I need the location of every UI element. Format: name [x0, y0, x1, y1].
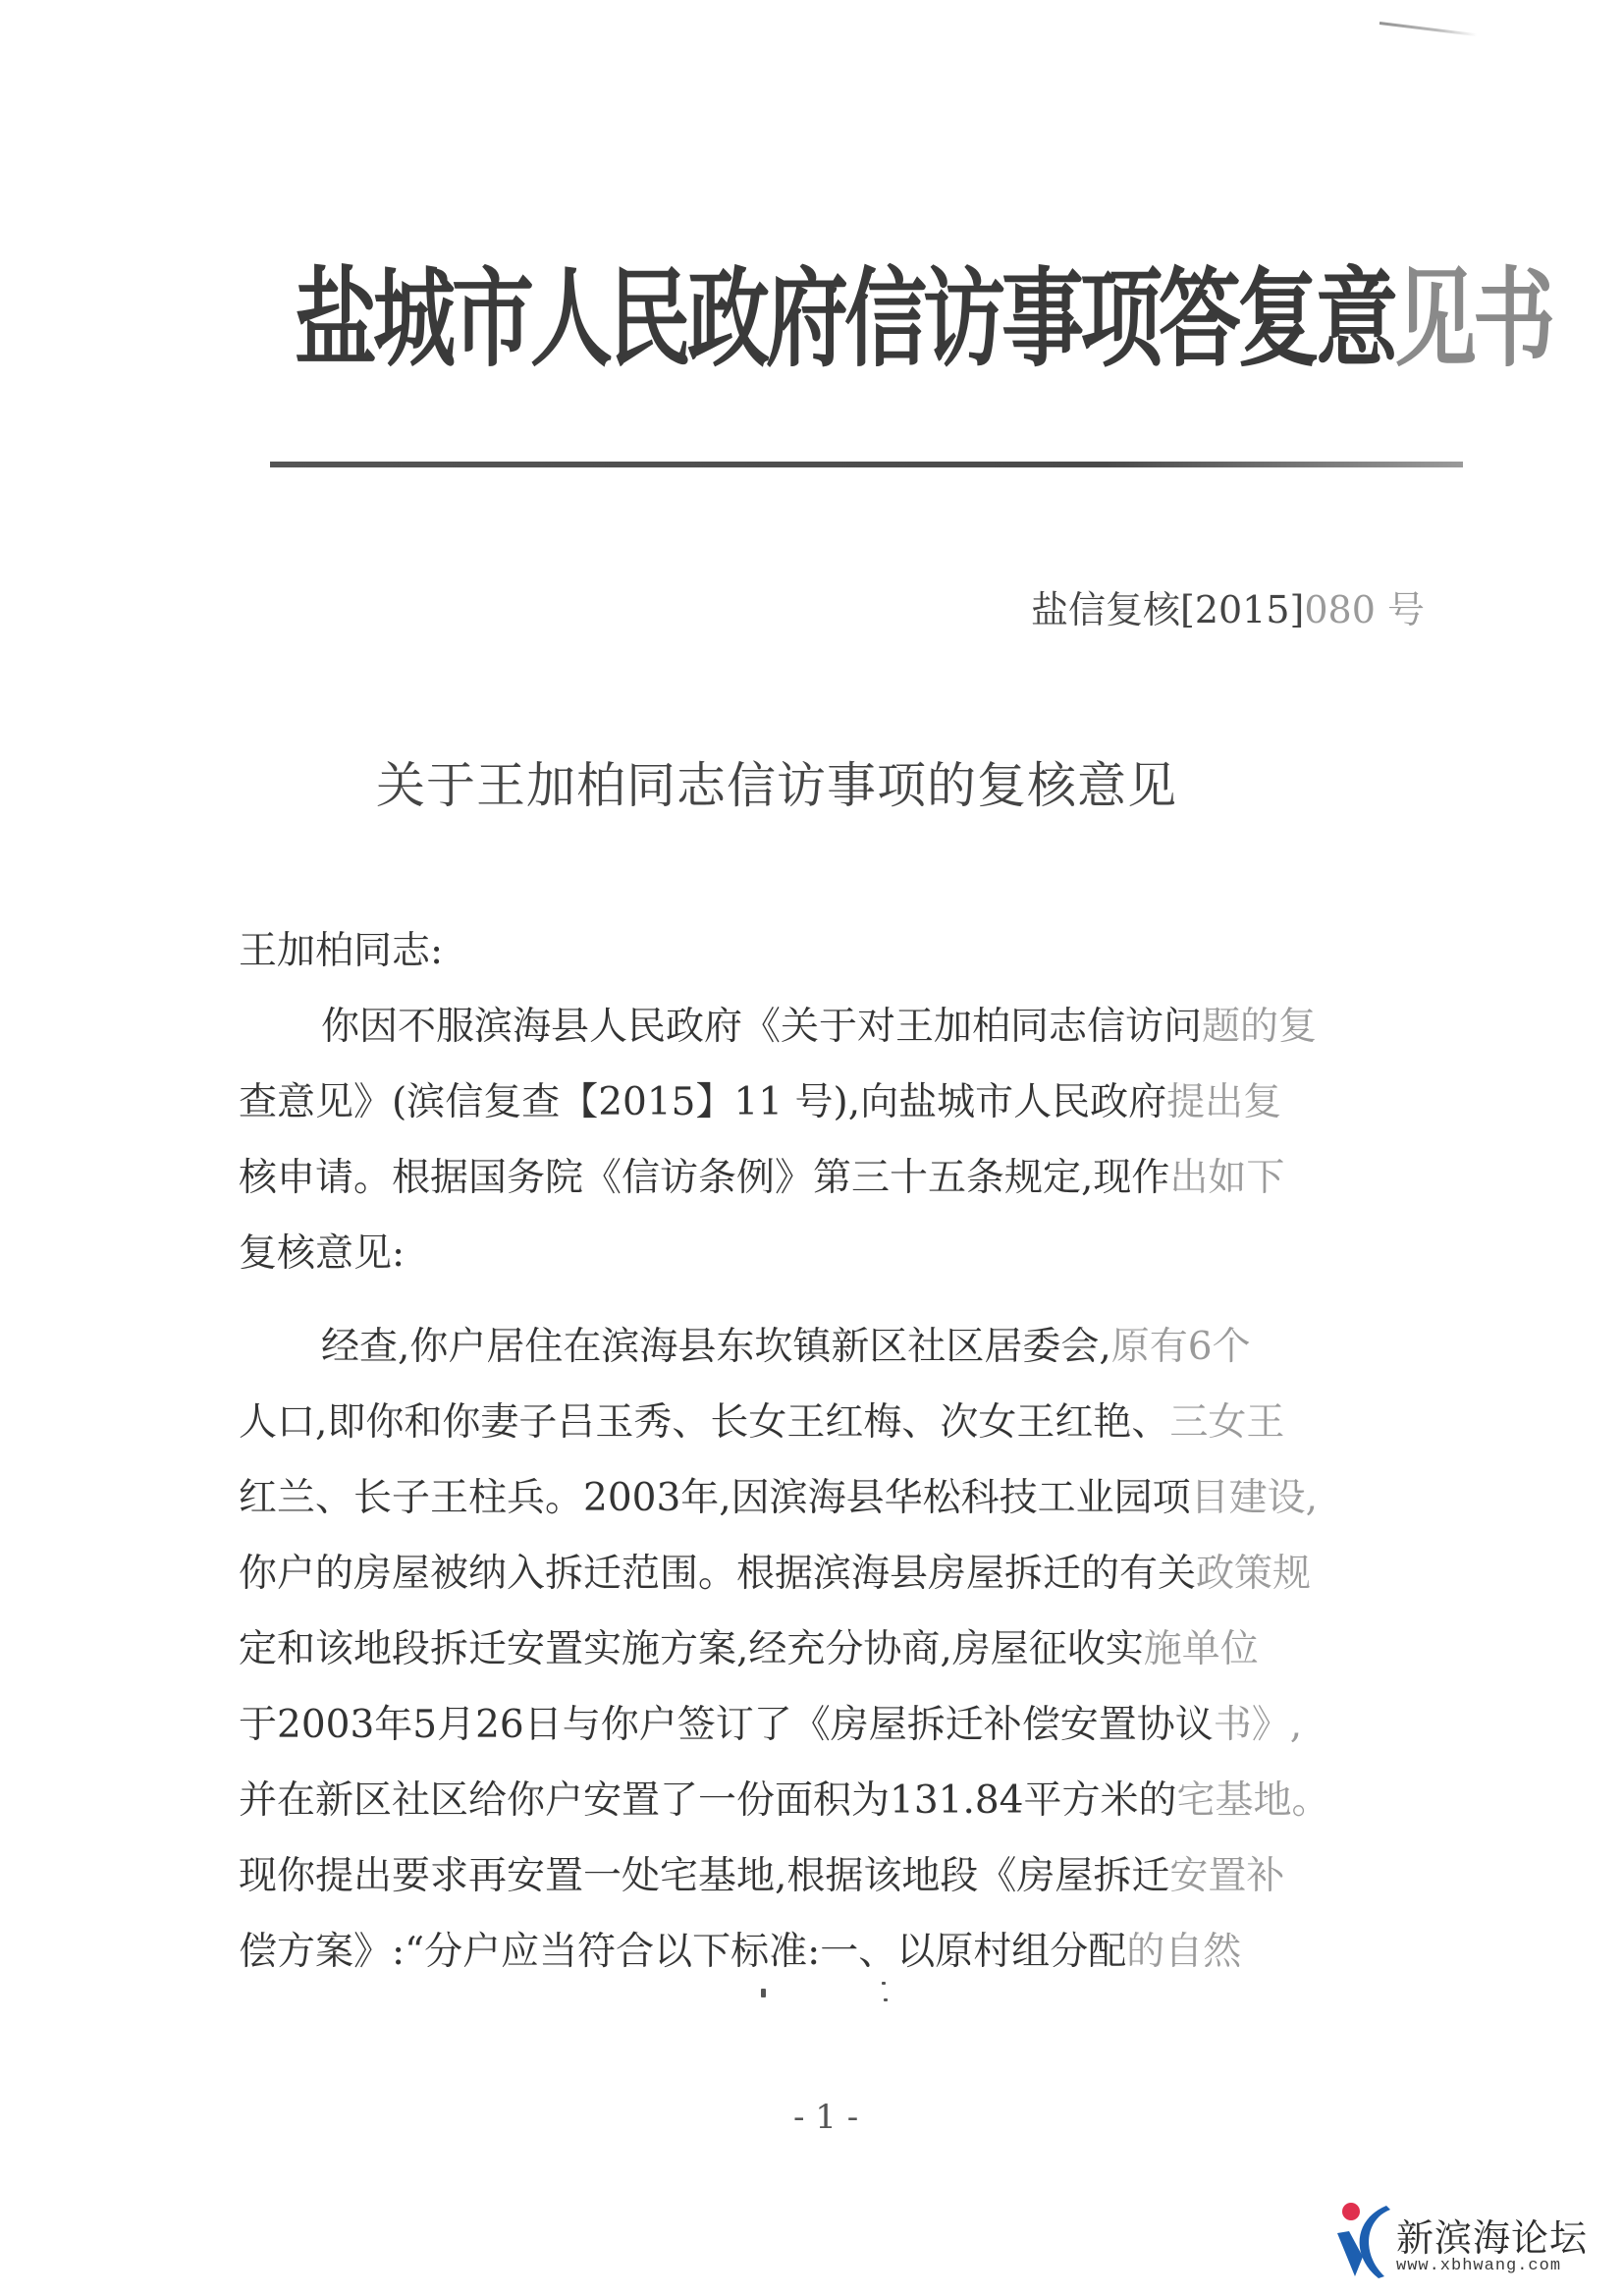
line-text-faded: 原有6个 — [1110, 1325, 1251, 1369]
line-text-faded: 出如下 — [1169, 1156, 1285, 1200]
header-divider-rule — [270, 462, 1463, 467]
site-logo-icon — [1335, 2200, 1394, 2278]
doc-number-faded: 080 号 — [1304, 588, 1425, 631]
line-text: 偿方案》:“分户应当符合以下标准:一、以原村组分配 — [239, 1930, 1127, 1974]
line-text: 查意见》(滨信复查【2015】11 号),向盐城市人民政府 — [239, 1080, 1167, 1124]
line-text-faded: 题的复 — [1202, 1005, 1318, 1049]
line-text-faded: 书》, — [1213, 1703, 1303, 1747]
header-title-faded: 见书 — [1394, 254, 1552, 382]
watermark-site-name: 新滨海论坛 — [1396, 2216, 1589, 2260]
line-text-faded: 政策规 — [1196, 1552, 1312, 1596]
line-text: 核申请。根据国务院《信访条例》第三十五条规定,现作 — [239, 1156, 1170, 1200]
line-text-faded: 安置补 — [1169, 1854, 1285, 1898]
site-watermark[interactable] — [1335, 2200, 1620, 2288]
body-line — [239, 1216, 1456, 1291]
body-line — [239, 989, 1456, 1065]
body-line — [239, 1914, 1456, 1990]
body-line — [239, 1065, 1456, 1140]
body-line — [239, 1838, 1456, 1914]
body-line — [239, 1612, 1456, 1687]
scan-speck — [884, 1998, 888, 2001]
line-text: 你因不服滨海县人民政府《关于对王加柏同志信访问 — [321, 1005, 1203, 1049]
line-text: 人口,即你和你妻子吕玉秀、长女王红梅、次女王红艳、 — [239, 1400, 1170, 1445]
subject-title: 关于王加柏同志信访事项的复核意见 — [376, 757, 1177, 814]
line-text: 红兰、长子王柱兵。2003年,因滨海县华松科技工业园项 — [239, 1476, 1191, 1520]
line-text: 于2003年5月26日与你户签订了《房屋拆迁补偿安置协议 — [239, 1703, 1214, 1747]
paragraph-2 — [239, 1309, 1456, 1990]
body-line — [239, 1460, 1456, 1536]
line-text: 并在新区社区给你户安置了一份面积为131.84平方米的 — [239, 1778, 1177, 1823]
scan-speck — [882, 1982, 886, 1985]
body-line — [239, 1536, 1456, 1612]
body-line — [239, 1687, 1456, 1763]
line-text-faded: 三女王 — [1169, 1400, 1285, 1445]
doc-number-main: 盐信复核[2015] — [1031, 588, 1305, 631]
document-body — [239, 913, 1456, 1990]
watermark-url[interactable]: www.xbhwang.com — [1396, 2257, 1562, 2275]
line-text: 经查,你户居住在滨海县东坎镇新区社区居委会, — [321, 1325, 1111, 1369]
line-text-faded: 施单位 — [1143, 1627, 1259, 1671]
line-text: 定和该地段拆迁安置实施方案,经充分协商,房屋征收实 — [239, 1627, 1144, 1671]
document-header-title — [295, 254, 1552, 382]
document-number — [1031, 579, 1425, 633]
body-line — [239, 1140, 1456, 1216]
header-title-main: 盐城市人民政府信访事项答复意 — [295, 254, 1395, 382]
body-line — [239, 1309, 1456, 1385]
body-line — [239, 1385, 1456, 1460]
scan-artifact — [1380, 22, 1478, 36]
body-line — [239, 1763, 1456, 1838]
line-text: 你户的房屋被纳入拆迁范围。根据滨海县房屋拆迁的有关 — [239, 1552, 1197, 1596]
paragraph-gap — [239, 1291, 1456, 1309]
page-number: - 1 - — [793, 2098, 859, 2137]
scan-speck — [761, 1989, 766, 1997]
line-text-faded: 宅基地。 — [1176, 1778, 1330, 1823]
line-text-faded: 的自然 — [1126, 1930, 1242, 1974]
salutation: 王加柏同志: — [239, 929, 444, 973]
paragraph-1 — [239, 989, 1456, 1291]
line-text-faded: 提出复 — [1166, 1080, 1282, 1124]
line-text-faded: 目建设, — [1190, 1476, 1319, 1520]
line-text: 现你提出要求再安置一处宅基地,根据该地段《房屋拆迁 — [239, 1854, 1170, 1898]
line-text: 复核意见: — [239, 1231, 406, 1276]
